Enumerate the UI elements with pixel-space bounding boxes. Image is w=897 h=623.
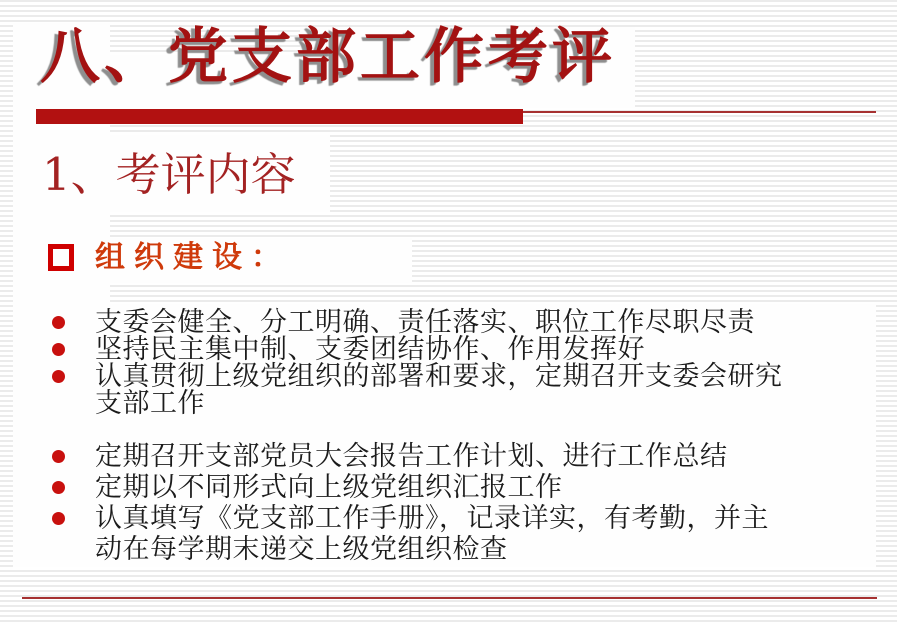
bullet-line: 认真贯彻上级党组织的部署和要求，定期召开支委会研究 bbox=[95, 361, 783, 392]
bullet-list bbox=[13, 304, 876, 565]
bullet-line: 定期召开支部党员大会报告工作计划、进行工作总结 bbox=[95, 441, 728, 472]
bullet-item bbox=[13, 363, 876, 417]
title-underline-bar bbox=[36, 109, 523, 124]
bullet-line: 认真填写《党支部工作手册》，记录详实，有考勤，并主 bbox=[95, 503, 769, 534]
square-outline-bullet-icon bbox=[48, 244, 74, 271]
bullet-line-wrap: 支部工作 bbox=[95, 388, 205, 419]
bullet-line: 定期以不同形式向上级党组织汇报工作 bbox=[95, 472, 563, 503]
title-underline-thin-line bbox=[523, 111, 876, 113]
bullet-line: 支委会健全、分工明确、责任落实、职位工作尽职尽责 bbox=[95, 307, 755, 338]
section-label: 组织建设： bbox=[95, 240, 290, 275]
bullet-dot-icon bbox=[52, 370, 65, 383]
bullet-dot-icon bbox=[52, 343, 65, 356]
slide-subtitle: 1、考评内容 bbox=[42, 148, 296, 201]
bullet-line-wrap: 动在每学期末递交上级党组织检查 bbox=[95, 534, 508, 565]
bullet-dot-icon bbox=[52, 512, 65, 525]
bullet-dot-icon bbox=[52, 316, 65, 329]
bottom-divider-line bbox=[22, 597, 877, 599]
bullet-dot-icon bbox=[52, 481, 65, 494]
bullet-item bbox=[13, 503, 876, 565]
bullet-item bbox=[13, 441, 876, 472]
bullet-item bbox=[13, 309, 876, 336]
slide-title: 八、党支部工作考评 bbox=[40, 22, 616, 92]
bullet-item bbox=[13, 336, 876, 363]
bullet-line: 坚持民主集中制、支委团结协作、作用发挥好 bbox=[95, 334, 645, 365]
bullet-item bbox=[13, 472, 876, 503]
bullet-dot-icon bbox=[52, 450, 65, 463]
